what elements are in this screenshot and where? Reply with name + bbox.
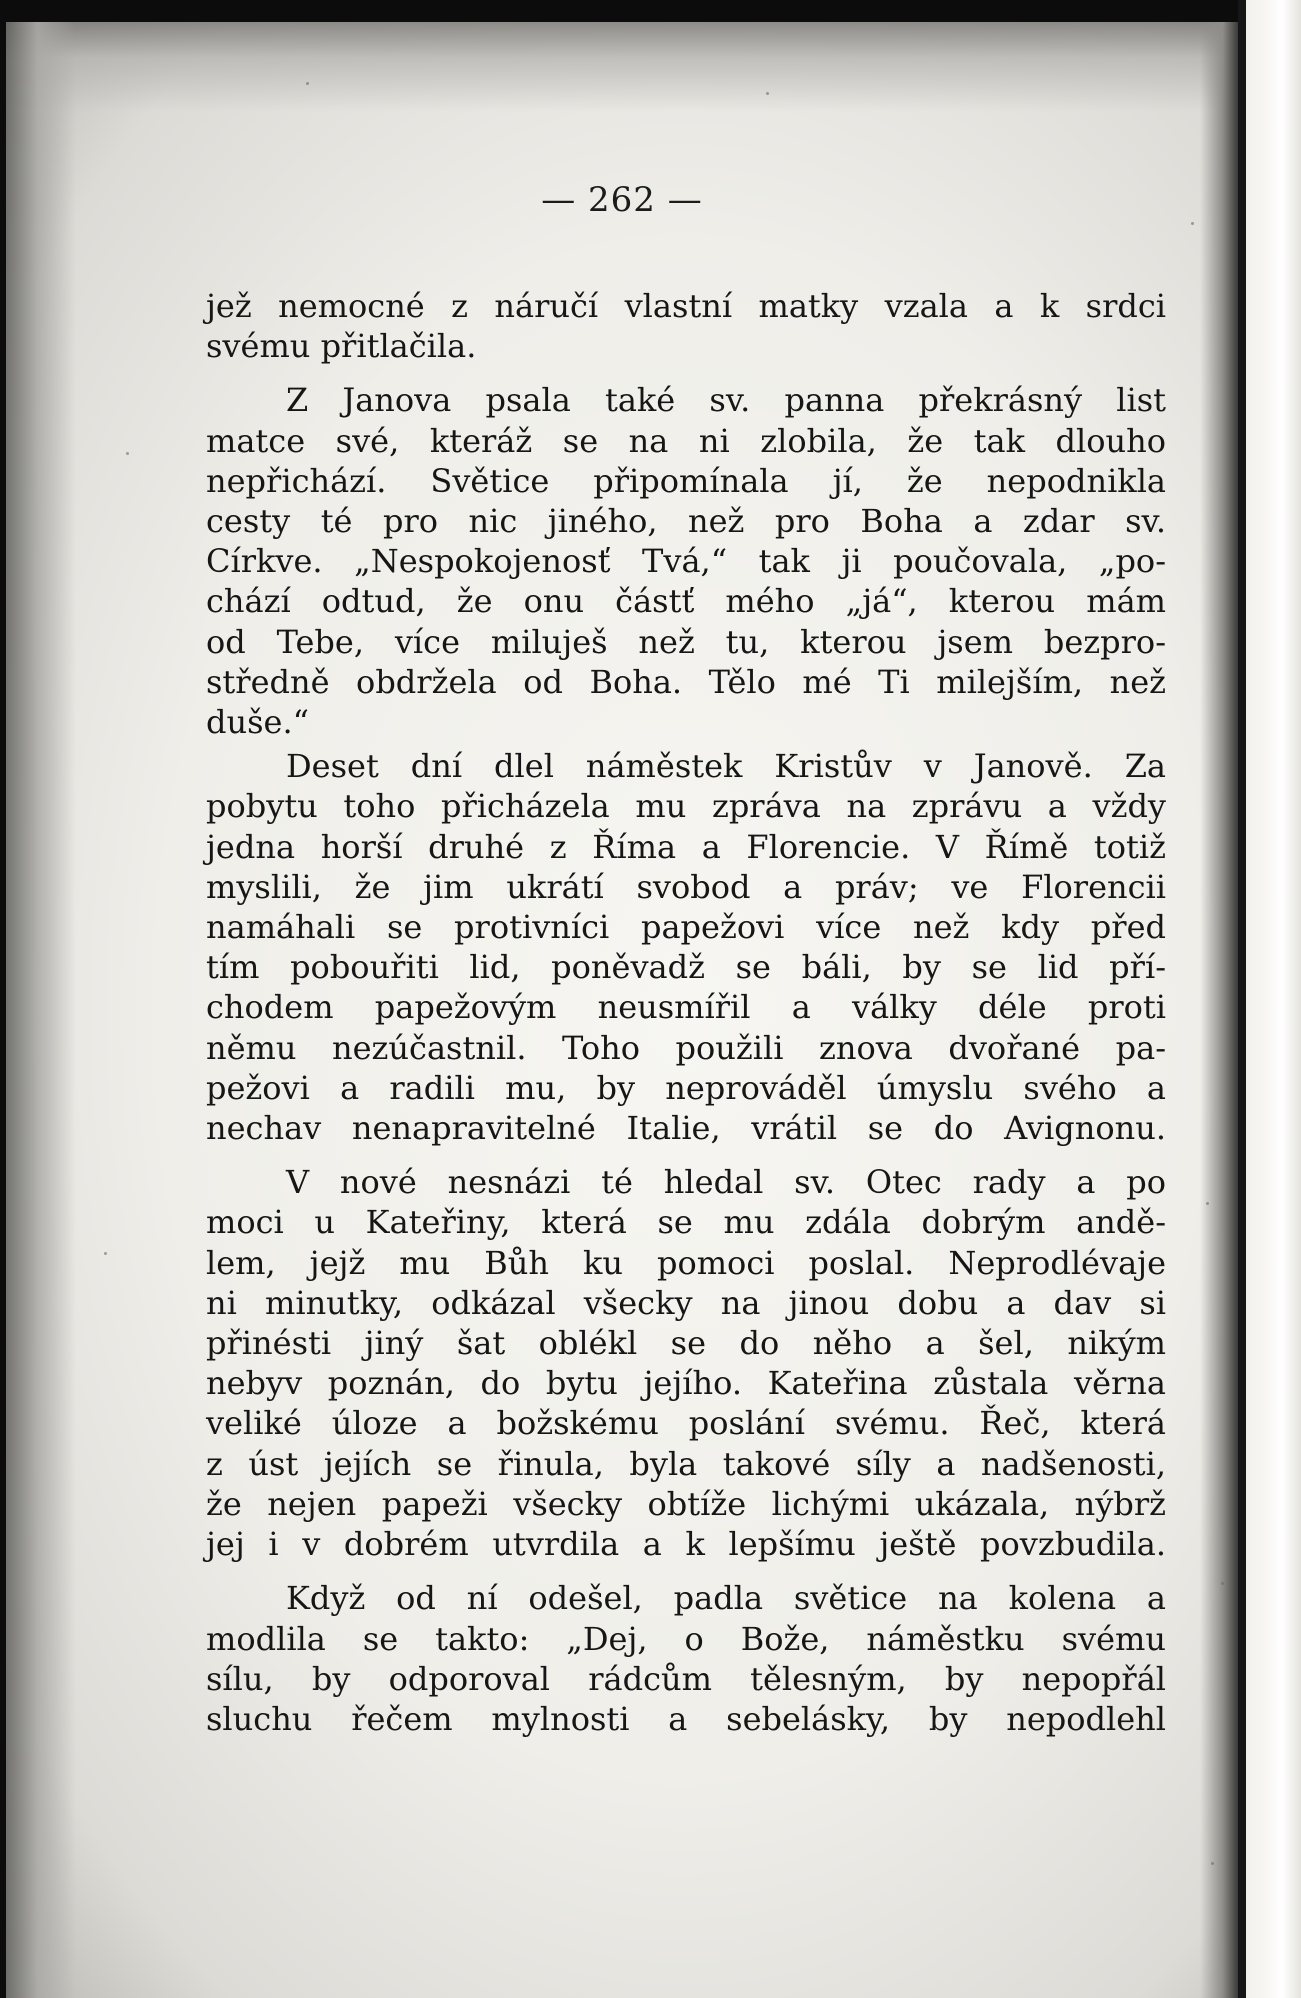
text-line: ni minutky, odkázal všecky na jinou dobu a dav si: [206, 1283, 1166, 1322]
text-line: nepřichází. Světice připomínala jí, že nepodnikla: [206, 461, 1166, 500]
book-page: [6, 22, 1238, 1998]
text-line: jedna horší druhé z Říma a Florencie. V Římě totiž: [206, 827, 1166, 866]
text-line: sluchu řečem mylnosti a sebelásky, by nepodlehl: [206, 1699, 1166, 1738]
text-line: moci u Kateřiny, která se mu zdála dobrým andě-: [206, 1203, 1166, 1242]
text-line: z úst jejích se řinula, byla takové síly a nadšenosti,: [206, 1444, 1166, 1483]
text-line: jež nemocné z náručí vlastní matky vzala a k srdci: [206, 287, 1166, 325]
text-line: středně obdržela od Boha. Tělo mé Ti milejším, než: [206, 662, 1166, 701]
text-line: přinésti jiný šat oblékl se do něho a šel, nikým: [206, 1324, 1166, 1363]
page-binding-shadow: [1200, 22, 1238, 1998]
text-line: nechav nenapravitelné Italie, vrátil se do Avignonu.: [206, 1109, 1166, 1148]
spine-shadow: [1238, 0, 1246, 1998]
text-line: cesty té pro nic jiného, než pro Boha a zdar sv.: [206, 502, 1166, 541]
text-line: že nejen papeži všecky obtíže lichými ukázala, nýbrž: [206, 1484, 1166, 1523]
text-line: Církve. „Nespokojenosť Tvá,“ tak ji poučovala, „po-: [206, 542, 1166, 581]
text-line: od Tebe, více miluješ než tu, kterou jsem bezpro-: [206, 622, 1166, 661]
paragraph-1: [206, 286, 1166, 366]
text-line: svému přitlačila.: [206, 327, 477, 366]
page-number: — 262 —: [541, 180, 703, 220]
text-line: lem, jejž mu Bůh ku pomoci poslal. Neprodlévaje: [206, 1243, 1166, 1282]
text-line: sílu, by odporoval rádcům tělesným, by nepopřál: [206, 1659, 1166, 1698]
paragraph-5: [206, 1578, 1166, 1739]
text-line: myslili, že jim ukrátí svobod a práv; ve Florencii: [206, 867, 1166, 906]
text-line: chodem papežovým neusmířil a války déle proti: [206, 988, 1166, 1027]
text-line: pobytu toho přicházela mu zpráva na zprávu a vždy: [206, 787, 1166, 826]
page-shadow-top: [6, 22, 1238, 112]
text-line: matce své, kteráž se na ni zlobila, že tak dlouho: [206, 421, 1166, 460]
text-line: jej i v dobrém utvrdila a k lepšímu ještě povzbudila.: [206, 1525, 1166, 1564]
text-line: němu nezúčastnil. Toho použili znova dvořané pa-: [206, 1028, 1166, 1067]
paragraph-4: [206, 1162, 1166, 1564]
book-spine-edge: [1238, 0, 1301, 1998]
text-line: namáhali se protivníci papežovi více než kdy před: [206, 908, 1166, 947]
paragraph-3: [206, 746, 1166, 1148]
text-line: pežovi a radili mu, by neprováděl úmyslu svého a: [206, 1068, 1166, 1107]
text-line: tím pobouřiti lid, poněvadž se báli, by se lid pří-: [206, 948, 1166, 987]
text-line: duše.“: [206, 703, 309, 742]
text-line: Když od ní odešel, padla světice na kolena a: [286, 1579, 1166, 1618]
page-shadow-left: [6, 22, 76, 1998]
text-line: chází odtud, že onu částť mého „já“, kterou mám: [206, 582, 1166, 621]
text-line: veliké úloze a božskému poslání svému. Řeč, která: [206, 1404, 1166, 1443]
body-text: [206, 286, 1166, 1739]
text-line: Deset dní dlel náměstek Kristův v Janově. Za: [286, 747, 1166, 786]
paragraph-2: [206, 380, 1166, 742]
text-line: modlila se takto: „Dej, o Bože, náměstku svému: [206, 1619, 1166, 1658]
text-line: Z Janova psala také sv. panna překrásný list: [286, 381, 1166, 420]
text-line: V nové nesnázi té hledal sv. Otec rady a po: [286, 1163, 1166, 1202]
text-line: nebyv poznán, do bytu jejího. Kateřina zůstala věrna: [206, 1364, 1166, 1403]
